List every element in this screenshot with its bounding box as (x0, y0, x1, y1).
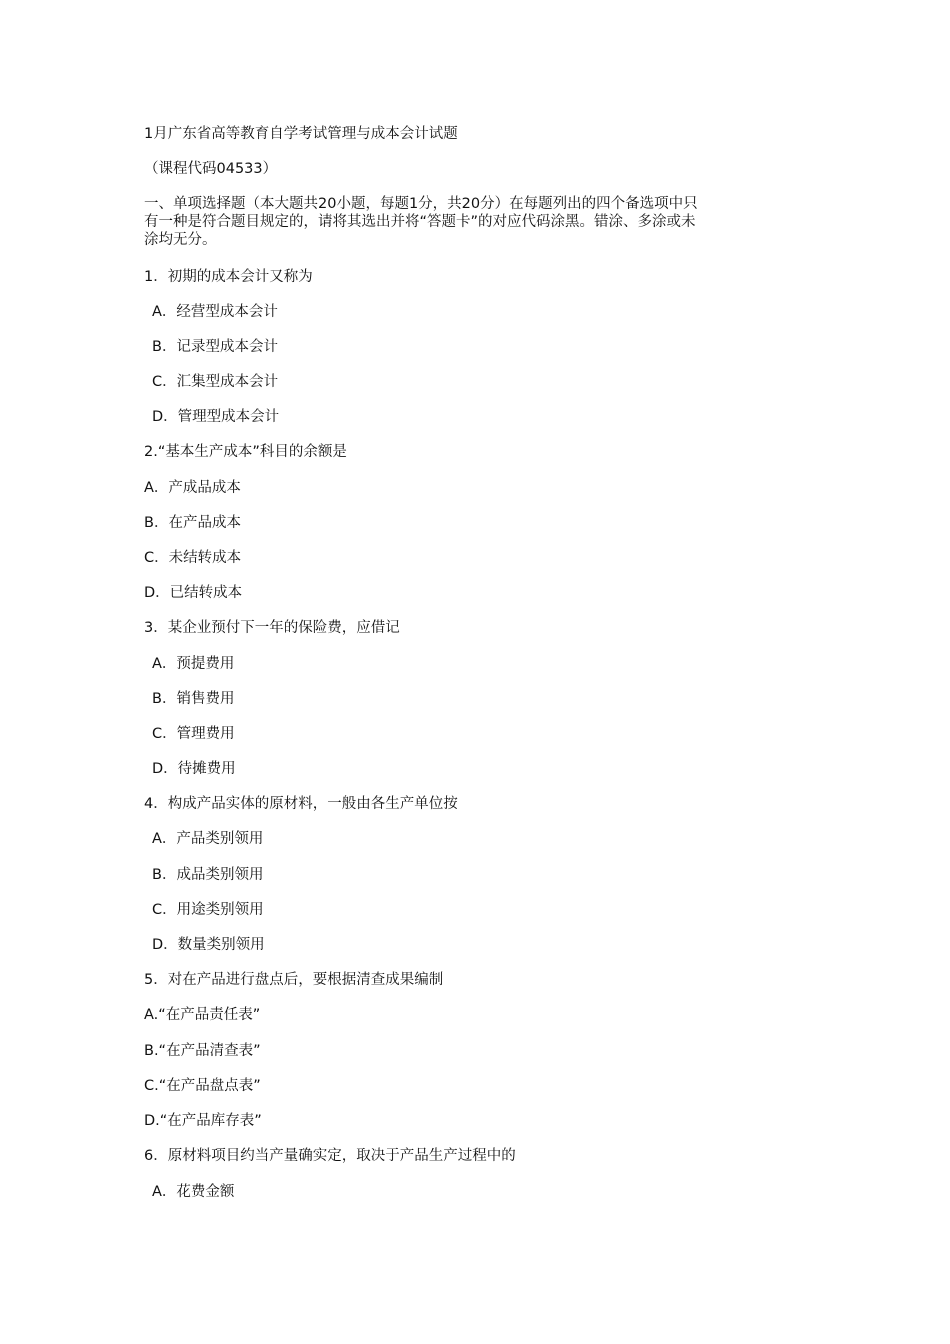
question-5-option-b: B.“在产品清查表” (144, 1043, 261, 1059)
question-2-option-d: D．已结转成本 (144, 585, 243, 601)
section-intro-line-3: 涂均无分。 (144, 232, 217, 248)
question-2-option-a: A．产成品成本 (144, 480, 241, 496)
question-2-stem: 2.“基本生产成本”科目的余额是 (144, 444, 347, 460)
question-6-option-a: A．花费金额 (152, 1184, 235, 1200)
section-intro-line-1: 一、单项选择题（本大题共20小题，每题1分，共20分）在每题列出的四个备选项中只 (144, 196, 698, 212)
question-5-option-a: A.“在产品责任表” (144, 1007, 261, 1023)
question-5-option-d: D.“在产品库存表” (144, 1113, 262, 1129)
question-4-option-a: A．产品类别领用 (152, 831, 264, 847)
question-5-option-c: C.“在产品盘点表” (144, 1078, 261, 1094)
question-4-option-d: D．数量类别领用 (152, 937, 265, 953)
question-1-option-a: A．经营型成本会计 (152, 304, 278, 320)
question-1-option-c: C．汇集型成本会计 (152, 374, 279, 390)
question-3-option-a: A．预提费用 (152, 656, 235, 672)
course-code: （课程代码04533） (144, 161, 278, 177)
question-1-option-d: D．管理型成本会计 (152, 409, 280, 425)
question-1-option-b: B．记录型成本会计 (152, 339, 278, 355)
question-4-option-c: C．用途类别领用 (152, 902, 264, 918)
question-2-option-c: C．未结转成本 (144, 550, 242, 566)
section-intro-line-2: 有一种是符合题目规定的，请将其选出并将“答题卡”的对应代码涂黑。错涂、多涂或未 (144, 214, 696, 230)
question-1-stem: 1．初期的成本会计又称为 (144, 269, 313, 285)
question-3-option-b: B．销售费用 (152, 691, 235, 707)
question-4-option-b: B．成品类别领用 (152, 867, 264, 883)
question-4-stem: 4．构成产品实体的原材料，一般由各生产单位按 (144, 796, 458, 812)
page-title: 1月广东省高等教育自学考试管理与成本会计试题 (144, 126, 458, 142)
question-2-option-b: B．在产品成本 (144, 515, 241, 531)
question-5-stem: 5．对在产品进行盘点后，要根据清查成果编制 (144, 972, 444, 988)
question-3-option-d: D．待摊费用 (152, 761, 236, 777)
question-3-option-c: C．管理费用 (152, 726, 235, 742)
question-6-stem: 6．原材料项目约当产量确实定，取决于产品生产过程中的 (144, 1148, 516, 1164)
question-3-stem: 3．某企业预付下一年的保险费，应借记 (144, 620, 400, 636)
